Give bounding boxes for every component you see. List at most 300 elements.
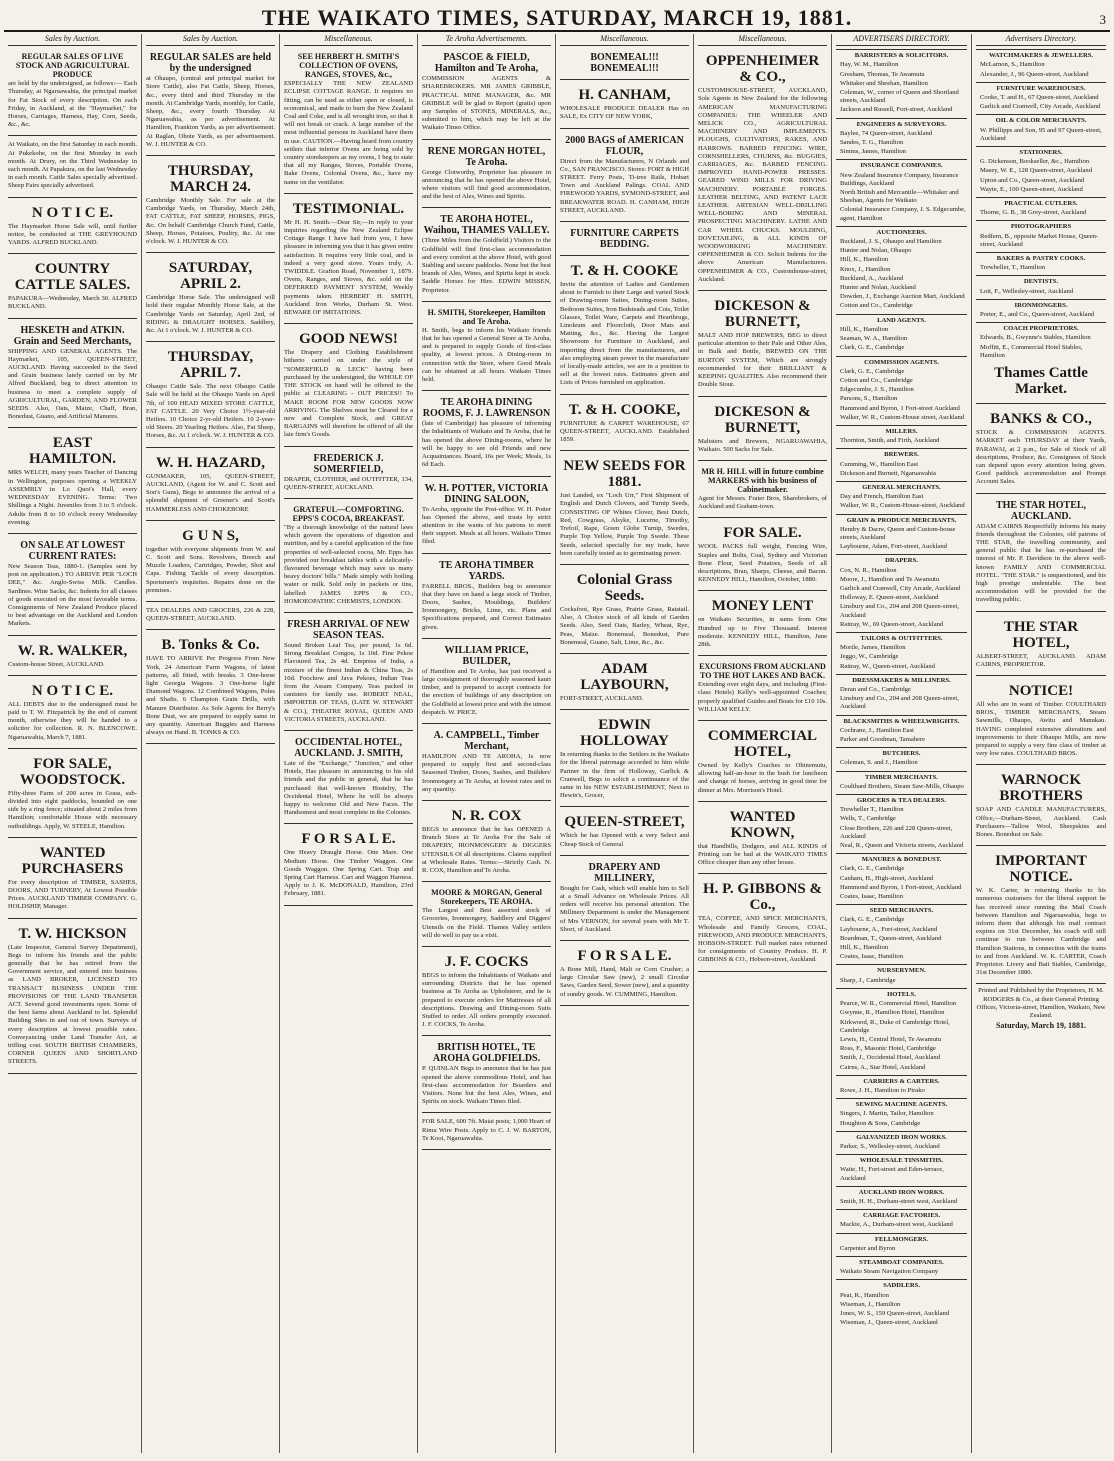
directory-heading: FELLMONGERS. — [836, 1233, 967, 1244]
ad-headline: PASCOE & FIELD, Hamilton and Te Aroha, — [434, 52, 539, 75]
ad-body — [560, 420, 689, 445]
advertisement — [146, 256, 275, 342]
directory-entry: Coulthard Brothers, Steam Saw-Mills, Ohaupo — [840, 782, 964, 790]
directory-entry: Alexander, J., 96 Queen-street, Auckland — [980, 70, 1089, 78]
directory-entry: Gresham, Thomas, Te Awamutu — [840, 70, 925, 78]
ad-headline: ON SALE AT LOWEST CURRENT RATES: — [20, 539, 125, 562]
advertisement — [560, 83, 689, 128]
advertisement — [422, 557, 551, 639]
directory-entry: Hendry & Dacre, Queen and Custom-house streets, Auckland — [840, 525, 956, 541]
directory-entry: Canham, H., High-street, Auckland — [840, 874, 934, 882]
advertisement — [284, 616, 413, 731]
directory-entry: Waite, H., Fort-street and Eden-terrace, Auckland — [840, 1166, 944, 1182]
advertisement — [560, 225, 689, 256]
ad-body — [8, 141, 137, 190]
ad-headline: G U N S, — [182, 527, 239, 544]
ad-body — [698, 843, 827, 868]
directory-entry: Hammond and Byron, 1 Fort-street Auckland — [840, 404, 960, 412]
directory-entry: Baylee, 74 Queen-street, Auckland — [840, 129, 933, 137]
advertisement — [560, 859, 689, 941]
directory-entry: Jones, W. S., 159 Queen-street, Auckland — [840, 1309, 950, 1317]
ad-body — [8, 348, 137, 422]
advertisement — [284, 327, 413, 446]
advertisement — [698, 49, 827, 291]
ad-headline: WILLIAM PRICE, BUILDER, — [444, 644, 529, 667]
column-heading: Advertisers Directory. — [976, 34, 1106, 46]
directory-entry: Hay, W. M., Hamilton — [840, 61, 899, 69]
ad-text: TEA, COFFEE, AND SPICE MERCHANTS, Wholesale and Family Grocers, COAL, FIREWOOD, AND PRODUCE MERCHANTS, HOBSON-STREET. Full market rates returned for consignments of Country Produce. H. P. GIBBONS & CO., Hobson-street, Auckland. — [698, 915, 827, 964]
directory-heading: CARRIAGE FACTORIES. — [836, 1209, 967, 1220]
directory-heading: GROCERS & TEA DEALERS. — [836, 794, 967, 805]
ad-body — [560, 281, 689, 388]
ad-text: Direct from the Manufacturers, N Orlands and Co., SAN FRANCISCO. Stores: FORT & HIGH STREET. Ferry Posts, Ti-tree Rails, Hobart Town and Auckland Palings. COAL AND FIREWOOD YARDS, SYMOND-STREET, and BREAKWATER ROAD. H. CANHAM, HIGH STREET, AUCKLAND. — [560, 157, 689, 214]
directory-entry: Cochrane, J., Hamilton East — [840, 726, 914, 734]
ad-headline: ADAM LAYBOURN, — [580, 660, 669, 693]
advertisement — [698, 521, 827, 591]
directory-entry: Gwynne, R., Hamilton Hotel, Hamilton — [840, 1009, 945, 1017]
ad-body — [422, 169, 551, 202]
ad-headline: GOOD NEWS! — [299, 331, 398, 348]
ad-text: W. K. Carter, in returning thanks to his numerous customers for the liberal support he has received since running the Mail Coach between Hamilton and Ngaruawahia, begs to inform them that although his mail contract expires on 31st December, his coach will still continue to run between Cambridge and Hamilton Stations, in connection with the trains to and from Auckland. W. K. CARTER, Coach Proprietor. Livery and Bait Stables, Cambridge, 31st December 1880. — [976, 887, 1106, 977]
column-heading: Sales by Auction. — [8, 34, 137, 46]
directory-heading: BLACKSMITHS & WHEELWRIGHTS. — [836, 715, 967, 726]
ad-body — [422, 1065, 551, 1106]
ad-body — [698, 87, 827, 284]
directory-entry: Cotton and Co., Cambridge — [840, 376, 913, 384]
imprint: Printed and Published by the Proprietors, H. M. RODGERS & Co., at their General Printing Offices, Victoria-street, Hamilton, Waikato, New Zealand. — [976, 987, 1106, 1020]
ad-body — [976, 653, 1106, 669]
directory-entry: Neal, R., Queen and Victoria streets, Auckland — [840, 842, 964, 850]
ad-text: Just Landed, ex "Loch Urr," First Shipment of English and Dutch Clovers, and Turnip Seeds, CONSISTING OF Whites Clover, Best Dutch, Red, Cowgrass, Alsyke, Lucerne, Timothy, Trefoil, Rape, Green Globe Turnip, Swedes, Purple Top Yellow, Purple Top Swede. These Seeds, selected specially for my trade, have been carefully tested as to germinating power. — [560, 492, 689, 557]
ad-text: Custom-house Street, AUCKLAND. — [8, 660, 105, 668]
directory-entry: Coleman, W., corner of Queen and Shortland streets, Auckland — [840, 89, 959, 105]
directory-entry: Garlick and Cranwell, City Arcade, Auckland — [980, 103, 1101, 111]
directory-heading: SEWING MACHINE AGENTS. — [836, 1098, 967, 1109]
directory-entry: Thorne, G. B., 38 Grey-street, Auckland — [980, 209, 1087, 217]
ad-text: For every description of TIMBER, SASHES, DOORS, AND TURNERY, At Lowest Possible Prices. AUCKLAND TIMBER COMPANY. G. HOLDSHIP, Manager. — [8, 878, 137, 911]
directory-entry: Simms, James, Hamilton — [840, 148, 906, 156]
ad-body — [698, 616, 827, 649]
directory-entry: Holloway, E. Queen-street, Auckland — [840, 594, 939, 602]
ad-headline: GRATEFUL—COMFORTING. EPPS'S COCOA, BREAKFAST. — [292, 504, 405, 523]
ad-headline: DICKESON & BURNETT, — [714, 403, 811, 436]
ad-headline: WARNOCK BROTHERS — [999, 772, 1083, 805]
directory-heading: WHOLESALE TINSMITHS. — [836, 1154, 967, 1165]
directory-entry: Seaman, W. A., Hamilton — [840, 335, 908, 343]
ad-headline: N O T I C E. — [31, 204, 114, 221]
directory-entry: Lewis, H., Central Hotel, Te Awamutu — [840, 1035, 942, 1043]
ad-headline: OCCIDENTAL HOTEL, AUCKLAND. J. SMITH, — [294, 736, 403, 759]
directory-entry: Close Brothers, 226 and 228 Queen-street, Auckland — [840, 824, 953, 840]
masthead — [4, 4, 1110, 32]
advertisement — [698, 400, 827, 461]
column-2 — [142, 34, 280, 1453]
directory-heading: CARRIERS & CARTERS. — [836, 1075, 967, 1086]
ad-body — [146, 473, 275, 514]
directory-entry: Coates, Isaac, Hamilton — [840, 953, 903, 961]
directory-heading: COMMISSION AGENTS. — [836, 356, 967, 367]
ad-headline: EDWIN HOLLOWAY — [580, 717, 669, 750]
ad-headline: F O R S A L E. — [577, 947, 672, 964]
directory-entry: Wells, T., Cambridge — [840, 815, 896, 823]
ad-text: are held by the undersigned, as follows:— Each Thursday, at Ngaruawahia, the principal market for Fat Stock of every description. On each Friday, in Auckland, at the "Haymarket," for Horses, Carriages, Harness, Hay, Corn, Seeds, &c., &c. — [8, 80, 137, 129]
ad-headline: B. Tonks & Co. — [161, 637, 260, 654]
ad-body — [698, 495, 827, 511]
ad-headline: WANTED PURCHASERS — [21, 844, 124, 877]
ad-body — [560, 492, 689, 558]
imprint-date: Saturday, March 19, 1881. — [995, 1021, 1087, 1031]
ad-headline: TE AROHA TIMBER YARDS. — [439, 559, 534, 582]
ad-headline: SEE HERBERT H. SMITH'S COLLECTION OF OVENS, RANGES, STOVES, &c., — [297, 52, 400, 80]
directory-entry: Smith, H. H., Durham-street west, Auckland — [840, 1197, 958, 1205]
column-5 — [556, 34, 694, 1453]
directory-entry: Knox, J., Hamilton — [840, 265, 891, 273]
directory-entry: Thornton, Smith, and Firth, Auckland — [840, 437, 940, 445]
ad-text: P. QUINLAN Begs to announce that he has just opened the above commodious Hotel, and has first-class accommodation for Boarders and Visitors. None but the best Ales, Wines, and Spirits on stock. Waikato Times filed. — [422, 1065, 551, 1106]
directory-entry: Smith, J., Occidental Hotel, Auckland — [840, 1054, 940, 1062]
ad-body — [146, 607, 275, 623]
ad-headline: THURSDAY, APRIL 7. — [167, 349, 254, 382]
directory-entry: Colonial Insurance Company, J. S. Edgecumbe, agent, Hamilton — [840, 206, 966, 222]
ad-text: Cocksfoot, Rye Grass, Prairie Grass, Ratstail. Also, A Choice stock of all kinds of Garden Seeds. Also, Seed Oats, Barley, Wheat, Rye, Peas, Maize. Bonemeal, Bonedust, Pure Bonemeal, Guano, Salt, Lime, &c., &c. — [560, 605, 689, 646]
ad-headline: THURSDAY, MARCH 24. — [167, 163, 254, 196]
advertisement — [698, 294, 827, 396]
advertisement — [560, 568, 689, 654]
ad-headline: W. H. HAZARD, — [155, 454, 266, 471]
ad-headline: IMPORTANT NOTICE. — [995, 853, 1087, 886]
directory-entry: Boardman, T., Queen-street, Auckland — [840, 934, 942, 942]
advertisement — [422, 950, 551, 1036]
ad-headline: THE STAR HOTEL, — [1003, 618, 1079, 651]
advertisement — [8, 752, 137, 838]
directory-heading: GRAIN & PRODUCE MERCHANTS. — [836, 514, 967, 525]
ad-body — [422, 75, 551, 132]
ad-headline: BONEMEAL!!! BONEMEAL!!! — [590, 52, 659, 75]
directory-entry: Moffitt, E., Commercial Hotel Stables, Hamilton — [980, 343, 1083, 359]
ad-body — [560, 751, 689, 800]
advertisement — [146, 633, 275, 744]
directory-entry: Mortle, James, Hamilton — [840, 644, 906, 652]
ad-headline: QUEEN-STREET, — [564, 814, 685, 831]
advertisement — [976, 679, 1106, 765]
directory-entry: G. Dickenson, Bookseller, &c., Hamilton — [980, 158, 1090, 166]
advertisement — [284, 502, 413, 613]
ad-text: Mr H. H. Smith.—Dear Sir,—In reply to your inquiries regarding the New Zealand Eclipse Cottage Range I have had from you, I have pleasure in informing you that it has given entire satisfaction. It requires very little coal, and is indeed a very good stove. Yours truly, A. TWIDDLE. Grafton Road, November 1, 1879. Ovens, Ranges, and Stoves, &c. sold on the DEFERRED PAYMENT SYSTEM, Weekly payments taken. HERBERT H. SMITH, Auckland Iron Works, Durham St. West. BEWARE OF IMITATIONS. — [284, 218, 413, 317]
advertisement — [8, 679, 137, 749]
directory-entry: Sharp, J., Cambridge — [840, 976, 896, 984]
ad-text: One Heavy Draught Horse. One Mare. One Medium Horse. One Timber Waggon. One Goods Waggon. One Spring Cart. Trap and Spring Cart Harness. Cart and Waggon Harness. Apply to J. K. McDONALD, Hamilton, 23rd February, 1881. — [284, 849, 413, 898]
directory-entry: Linsbury and Co., 204 and 208 Queen-street, Auckland — [840, 695, 959, 711]
ad-text: ADAM CAIRNS Respectfully informs his many friends throughout the Colonies, old patrons of THE STAR, the travelling community, and general public that he has re-purchased the interest of Mr. P. Davidson in the above well-known FAMILY AND COMMERCIAL HOTEL. "THE STAR." is unquestioned, and his high prestige undeniable. The best accommodation will be provided for the travelling public. — [976, 522, 1106, 604]
directory-entry: Parsons, S., Hamilton — [840, 395, 898, 403]
ad-headline: Colonial Grass Seeds. — [576, 571, 673, 604]
directory-entry: Upton and Co., Queen-street, Auckland — [980, 176, 1085, 184]
ad-text: FARRELL BROS., Builders beg to announce that they have on hand a large stock of Timber, Doors, Sashes, Mouldings, Builders' Ironmongery, Bricks, Lime, etc. Plans and Specifications prepared, and Correct Estimates given. — [422, 582, 551, 631]
ad-body — [422, 506, 551, 547]
column-8 — [972, 34, 1110, 1453]
advertisement — [560, 49, 689, 80]
directory-entry: Whitaker and Sheehan, Hamilton — [840, 79, 928, 87]
column-heading: Miscellaneous. — [698, 34, 827, 46]
advertisement — [8, 257, 137, 318]
ad-body — [976, 701, 1106, 758]
advertisement — [422, 1116, 551, 1150]
ad-headline: T. & H. COOKE, — [568, 401, 681, 418]
ad-headline: OPPENHEIMER & CO., — [705, 53, 820, 86]
directory-entry: Laybourne, A., Fort-street, Auckland — [840, 925, 938, 933]
ad-headline: THE STAR HOTEL, AUCKLAND. — [995, 499, 1087, 522]
advertisement — [8, 639, 137, 676]
ad-body — [698, 438, 827, 454]
advertisement — [284, 450, 413, 499]
directory-entry: North British and Mercantile—Whitaker and Sheehan, Agents for Waikato — [840, 189, 959, 205]
directory-entry: Rattray, W., Queen-street, Auckland — [840, 662, 935, 670]
directory-entry: Cumming, W., Hamilton East — [840, 460, 919, 468]
masthead-title: THE WAIKATO TIMES, SATURDAY, MARCH 19, 1881. — [261, 5, 853, 30]
directory-entry: Jackson and Russell, Fort-street, Auckland — [840, 106, 953, 114]
advertisement — [422, 642, 551, 724]
directory-heading: BAKERS & PASTRY COOKS. — [976, 252, 1106, 263]
ad-text: GUNMAKER, 105, QUEEN-STREET, AUCKLAND, (Agent for W. and C. Scott and Son's Guns), Begs to announce the arrival of a splendid shipment of Greener's and Scott's HAMMERLESS AND CHOKEBORE — [146, 472, 275, 513]
advertisement — [560, 398, 689, 452]
column-6 — [694, 34, 832, 1453]
ad-text: WHOLESALE PRODUCE DEALER Has on SALE, Ex CITY OF NEW YORK, — [560, 105, 689, 121]
ad-headline: H. P. GIBBONS & Co., — [702, 881, 823, 914]
ad-text: (Three Miles from the Goldfield.) Visitors to the Goldfield will find first-class accommodation and every comfort at the above Hotel, with good Stabling and secure paddocks. None but the best brands of Ales, Wines, and Spirits kept in stock. Saddle Horses for Hire. EDWIN MISSEN, Proprietor. — [422, 237, 551, 294]
ad-body — [560, 105, 689, 121]
ad-text: Agent for Messrs. Frater Bros, Sharebrokers, of Auckland and Graham-town. — [698, 494, 827, 511]
ad-text: A Bone Mill, Hand, Malt or Corn Crusher; a large Circular Saw (new), 2 small Circular Saws, Garden Seed, Sower (new), and a quantity of sundry goods. W. CUMMING, Hamilton. — [560, 965, 689, 998]
ad-text: New Season Teas, 1880-1. (Samples sent by post on application.) TO ARRIVE PER "LOCH DEE," &c. Anglo-Swiss Milk. Candles. Sardines. Wine Sacks, &c. Indents for all classes of goods executed on the most favorable terms. Consignments of New Zealand Produce placed to best advantage on the Auckland and London Markets. — [8, 562, 137, 628]
ad-body — [976, 523, 1106, 605]
ad-text: BEGS to announce that he has OPENED A Branch Store at Te Aroha For the Sale of DRAPERY, IRONMONGERY & DIGGERS UTENSILS Of all descriptions. Claims supplied at Wholesale Rates. Terms:—Strictly Cash. N. R. COX, Hamilton and Te Aroha. — [422, 825, 551, 874]
ad-text: ESPECIALLY THE NEW ZEALAND ECLIPSE COTTAGE RANGE. It requires no fitting, can be used as either open or closed, is economical, and made to burn the New Zealand Coal and Coke, and is all wrought iron, so that it will not break or crack. A large number of the most influential persons in Auckland have them in use. CAUTION.—Having heard from country settlers that inferior Ovens are being sold by country storekeepers as my ovens, I beg to state that all my Ranges, Stoves, Portable Ovens, Bake Ovens, Colonial Ovens, &c., have my name on the ventilator. — [284, 80, 413, 186]
directory-entry: Hammond and Byron, 1 Fort-street, Auckland — [840, 883, 962, 891]
ad-headline: TE AROHA HOTEL, Waihou, THAMES VALLEY. — [423, 214, 550, 237]
directory-entry: Singers, J. Martin, Tailor, Hamilton — [840, 1110, 934, 1118]
directory-entry: Waikato Steam Navigation Company — [840, 1268, 939, 1276]
ad-text: WOOL PACKS full weight, Fencing Wire, Staples and Bolts, Coal, Sydney and Victorian Bone Flour, Seed Potatoes, Seeds of all descriptions, Bran, Sharps, Cheese, and Bacon. KENNEDY HILL, Hamilton, October, 1880. — [698, 543, 827, 584]
directory-entry: Day and French, Hamilton East — [840, 493, 924, 501]
directory-heading: AUCKLAND IRON WORKS. — [836, 1186, 967, 1197]
advertisement — [698, 805, 827, 875]
advertisement — [8, 431, 137, 533]
ad-headline: DICKESON & BURNETT, — [714, 298, 811, 331]
directory-heading: TIMBER MERCHANTS. — [836, 771, 967, 782]
ad-text: of Hamilton and Te Aroha, has just received a large consignment of thoroughly seasoned kauri timber, and is prepared to accept contracts for the erection of buildings of any description on the Goldfield at lowest price and with the utmost despatch. W. PRICE. — [422, 667, 551, 716]
ad-headline: REGULAR SALES OF LIVE STOCK AND AGRICULTURAL PRODUCE — [15, 52, 130, 80]
advertisement — [8, 201, 137, 255]
directory-entry: Walker, W. R., Custom-House-street, Auckland — [840, 502, 965, 510]
advertisement — [560, 810, 689, 855]
ad-headline: MOORE & MORGAN, General Storekeepers, TE AROHA. — [431, 888, 542, 907]
directory-entry: Rowe, J. H., Hamilton to Pirako — [840, 1086, 925, 1094]
directory-entry: Hunter and Nolan, Auckland — [840, 284, 916, 292]
ad-headline: DRAPERY AND MILLINERY, — [588, 861, 661, 884]
directory-entry: Garlick and Cranwell, City Arcade, Auckland — [840, 584, 961, 592]
ad-body — [422, 907, 551, 940]
ad-headline: EXCURSIONS FROM AUCKLAND TO THE HOT LAKES AND BACK. — [699, 662, 826, 681]
directory-entry: Pearce, W. R., Commercial Hotel, Hamilton — [840, 1000, 957, 1008]
directory-heading: DENTISTS. — [976, 275, 1106, 286]
ad-headline: W. H. POTTER, VICTORIA DINING SALOON, — [424, 482, 549, 505]
ad-text: H. Smith, begs to inform his Waikato friends that he has opened a General Store at Te Aroha, and is prepared to supply Goods of first-class quality, at lowest prices. A Dining-room in connection with the Store, where Good Meals can be obtained at all hours. Waikato Times held. — [422, 326, 551, 384]
ad-body — [422, 668, 551, 717]
ad-body — [976, 429, 1106, 486]
ad-text: The Haymarket Horse Sale will, until further notice, be conducted at THE GREYHOUND YARDS. ALFRED BUCKLAND. — [8, 222, 137, 247]
ad-headline: TESTIMONIAL. — [292, 200, 405, 217]
ad-body — [698, 332, 827, 389]
advertisement — [976, 615, 1106, 676]
ad-headline: WANTED KNOWN, — [729, 808, 796, 841]
directory-entry: Parker, S., Wellesley-street, Auckland — [840, 1142, 940, 1150]
directory-heading: COACH PROPRIETORS. — [976, 322, 1106, 333]
ad-body — [698, 762, 827, 795]
ad-headline: W. R. WALKER, — [17, 642, 128, 659]
ad-text: ALBERT-STREET, AUCKLAND. ADAM CAIRNS, PROPRIETOR. — [976, 652, 1106, 668]
ad-text: Cambridge Horse Sale. The undersigned will hold their regular Monthly Horse Sale, at the Cambridge Yards on Saturday, April 2nd, of RIDING & DRAUGHT HORSES. Saddlery, &c. At 1 o'clock. W. J. HUNTER & CO. — [146, 294, 275, 335]
ad-body — [560, 885, 689, 934]
directory-heading: DRAPERS. — [836, 554, 967, 565]
ad-headline: RENE MORGAN HOTEL, Te Aroha. — [427, 145, 546, 168]
directory-heading: WATCHMAKERS & JEWELLERS. — [976, 49, 1106, 60]
ad-body — [8, 701, 137, 742]
directory-heading: BUTCHERS. — [836, 747, 967, 758]
ad-body — [8, 879, 137, 912]
ad-body — [422, 972, 551, 1029]
column-heading: Sales by Auction. — [146, 34, 275, 46]
directory-heading: ENGINEERS & SURVEYORS. — [836, 118, 967, 129]
advertisement — [284, 197, 413, 324]
ad-body — [284, 524, 413, 606]
ad-text: The Largest and Best assorted stock of Groceries, Ironmongery, Saddlery and Diggers' Utensils on the Field. Thames Valley settlers will do well to pay us a visit. — [422, 907, 551, 939]
ad-headline: N O T I C E. — [31, 682, 114, 699]
directory-entry: Cotton and Co., Cambridge — [840, 302, 913, 310]
ad-body — [284, 80, 413, 187]
ad-body — [422, 583, 551, 632]
directory-heading: SADDLERS. — [836, 1279, 967, 1290]
advertisement — [560, 713, 689, 807]
directory-entry: Rattray, W., 69 Queen-street, Auckland — [840, 620, 944, 628]
directory-entry: Buckland, A., Auckland — [840, 274, 904, 282]
directory-heading: STATIONERS. — [976, 146, 1106, 157]
ad-text: Fifty-three Farm of 200 acres in Grass, sub-divided into eight paddocks, bounded on one side by a ring fence; situated about 2 miles from Hamilton; comfortable House with necessary outbuildings. Apply, W. STEELE, Hamilton. — [8, 789, 137, 830]
advertisement — [560, 657, 689, 710]
column-3 — [280, 34, 418, 1453]
directory-heading: PRACTICAL CUTLERS. — [976, 197, 1106, 208]
ad-text: Sound Broken Leaf Tea, per pound, 1s 6d. Strong Breakfast Congou, 1s 10d. Fine Pekoe Flavoured Tea, 2s 4d. Empress of India, a mixture of the finest Indian & China Teas, 2s 10d. Foochow and Java Pekoes, Indian Teas from the Assam Company. Teas packed in canisters for family use. ROBERT NEAL, IMPORTER OF TEAS, (LATE W. STEWART & CO.), THEATRE ROYAL, QUEEN AND VICTORIA STREETS, AUCKLAND. — [284, 641, 413, 723]
ad-body — [698, 681, 827, 714]
ad-text: George Clotworthy, Proprietor has pleasure in announcing that he has opened the above Hotel, where visitors will find good accommodation, and the best of Ales, Wines and Spirits. — [422, 168, 551, 201]
directory-entry: Hill, K., Hamilton — [840, 944, 889, 952]
directory-heading: OIL & COLOR MERCHANTS. — [976, 114, 1106, 125]
ad-text: STOCK & COMMISSION AGENTS. MARKET each THURSDAY at their Yards, PARAWAI, at 2 p.m., for Sale of Stock of all descriptions, Produce, &c. Consignees of Stock can depend upon every attention being given. Good paddock accommodation and Prompt Account Sales. — [976, 429, 1106, 486]
ad-text: To Aroha, opposite the Post-office. W. H. Potter has Opened the above, and trusts by strict attention to the wants of his patrons to merit their support. Meals at all hours. Waikato Times filed. — [422, 505, 551, 546]
ad-body — [8, 80, 137, 129]
ad-body — [8, 790, 137, 831]
advertisement — [698, 659, 827, 721]
directory-entry: Trewheller T., Hamilton — [840, 806, 904, 814]
advertisement — [146, 49, 275, 156]
ad-body — [8, 469, 137, 526]
ad-text: MALT AND HOP BREWERS, BEG to direct particular attention to their Pale and Other Ales, in Bulk and Bottle, BREWED ON THE BURTON SYSTEM, Which are strongly recommended for their BRILLIANT & KEEPING QUALITIES. Also recommend their Double Stout. — [698, 332, 827, 389]
advertisement — [422, 1039, 551, 1113]
directory-entry: Porter, E., and Co., Queen-street, Auckland — [980, 311, 1095, 319]
ad-body — [284, 219, 413, 317]
directory-heading: LAND AGENTS. — [836, 314, 967, 325]
advertisement — [698, 594, 827, 656]
advertisement — [976, 361, 1106, 404]
directory-entry: Hill, K., Hamilton — [840, 325, 889, 333]
directory-heading: FURNITURE WAREHOUSES. — [976, 82, 1106, 93]
advertisement — [976, 768, 1106, 846]
ad-text: BEGS to inform the Inhabitants of Waikato and surrounding Districts that he has opened business at Te Aroha as Upholsterer, and he is prepared to execute orders for Mattresses of all descriptions. Drawing and Dining-room Suits Stuffed to order. All orders promptly executed. J. F. COCKS, Te Aroha. — [422, 972, 551, 1029]
ad-headline: 2000 BAGS of AMERICAN FLOUR, — [565, 134, 684, 157]
ad-text: together with everyone shipments from W. and C. Scott and Sons. Revolvers, Breech and Muzzle Loaders, Cartridges, Powder, Shot and Caps. Fishing Tackle of every description. Sportsmen's requisites. Repairs done on the premises. — [146, 545, 275, 594]
directory-entry: Houghton & Sons, Cambridge — [840, 1119, 921, 1127]
ad-text: that Handbills, Dodgers, and ALL KINDS of Printing can be had at the WAIKATO TIMES Office cheaper than any other house. — [698, 842, 827, 867]
ad-text: COMMISSION AGENTS & SHAREBROKERS. MR JAMES GRIBBLE, PRACTICAL MINE MANAGER, &c. MR GRIBBLE will be glad to Report (gratis) upon any Samples of STONES, MINERALS, &c., submitted to him, which may be left at the Waikato Times Office. — [422, 75, 551, 132]
ad-text: Bought for Cash, which will enable him to Sell at a Small Advance on Wholesale Prices. All orders will receive his personal attention. The Millinery Department is under the Management of Mrs VERNON, for several years with Mr T. Short, of Auckland. — [560, 884, 689, 933]
advertisement — [284, 49, 413, 194]
directory-entry: Clark, G. E., Cambridge — [840, 916, 905, 924]
ad-body — [976, 806, 1106, 839]
ad-body — [284, 642, 413, 724]
column-heading: Te Aroha Advertisements. — [422, 34, 551, 46]
advertisement — [422, 49, 551, 139]
ad-body — [422, 826, 551, 875]
advertisement — [146, 451, 275, 521]
directory-entry: Masey, W. E., 128 Queen-street, Auckland — [980, 167, 1093, 175]
directory-heading: AUCTIONEERS. — [836, 226, 967, 237]
ad-body — [560, 832, 689, 848]
directory-entry: Buckland, J. S., Ohaupo and Hamilton — [840, 238, 942, 246]
directory-entry: Clark, G. E., Cambridge — [840, 344, 905, 352]
directory-entry: Laybourne, Adam, Fort-street, Auckland — [840, 543, 947, 551]
ad-body — [976, 887, 1106, 977]
directory-entry: Cox, N. R., Hamilton — [840, 566, 897, 574]
advertisement — [698, 724, 827, 802]
advertisement — [422, 305, 551, 391]
directory-entry: Clark, G. E., Cambridge — [840, 865, 905, 873]
column-heading: Miscellaneous. — [284, 34, 413, 46]
ad-headline: J. F. COCKS — [444, 954, 529, 970]
ad-headline: H. SMITH, Storekeeper, Hamilton and Te Aroha. — [427, 307, 546, 326]
directory-entry: Kirkwood, R., Duke of Cambridge Hotel, Cambridge — [840, 1018, 950, 1034]
advertisement — [8, 841, 137, 919]
directory-entry: Deran and Co., Cambridge — [840, 686, 911, 693]
ad-body — [422, 420, 551, 469]
ad-headline: FOR SALE. — [723, 525, 802, 542]
directory-entry: McLarnon, S., Hamilton — [980, 61, 1045, 69]
ad-body — [8, 223, 137, 248]
ad-headline: T. W. HICKSON — [18, 925, 127, 942]
ad-body — [422, 1118, 551, 1143]
newspaper-page — [4, 4, 1110, 1453]
advertisement — [146, 605, 275, 630]
ad-headline: COUNTRY CATTLE SALES. — [14, 261, 131, 294]
ad-body — [560, 606, 689, 647]
advertisement — [8, 322, 137, 429]
directory-entry: Trewheller, T., Hamilton — [980, 264, 1045, 272]
ad-body — [284, 760, 413, 817]
ad-text: Owned by Kelly's Coaches to Ohinemutu, allowing half-an-hour in the bush for luncheon and change of horses, arriving in good time for dinner at Mrs. Morrison's Hotel. — [698, 761, 827, 794]
ad-body — [560, 158, 689, 215]
advertisement — [146, 159, 275, 253]
ad-headline: FOR SALE, WOODSTOCK. — [19, 755, 126, 788]
ad-headline: SATURDAY, APRIL 2. — [168, 260, 253, 293]
advertisement — [146, 345, 275, 447]
